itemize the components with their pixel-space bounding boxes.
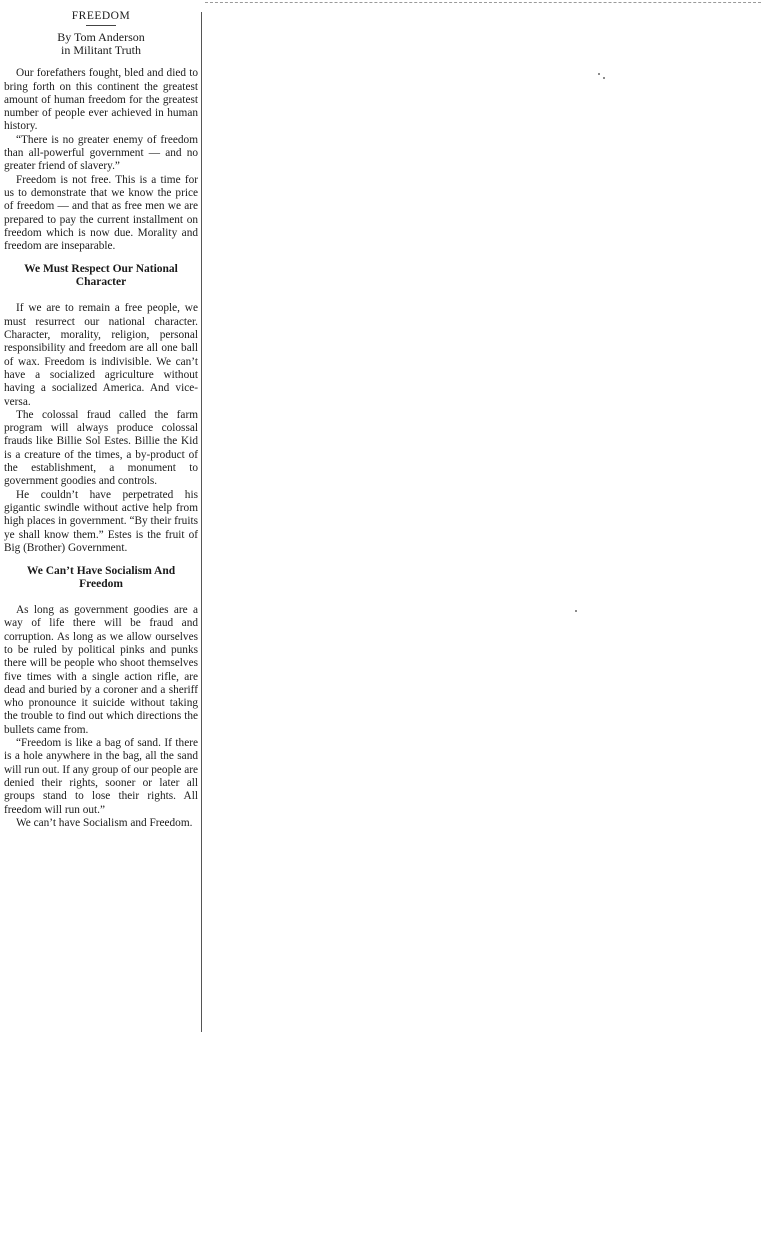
paragraph: We can’t have Socialism and Freedom. <box>16 816 193 829</box>
title-rule <box>86 25 116 26</box>
section-heading: We Must Respect Our National Character <box>24 263 178 289</box>
scan-speck <box>603 77 605 79</box>
byline <box>4 31 198 57</box>
paragraph: If we are to remain a free people, we must resurrect our national character. Character, morality, religion, personal responsibility and freedom are all one ball of wax. Freedom is indivisible. We can’t have a socialized agriculture without having a socialized America. And vice-versa. <box>4 302 198 408</box>
byline-author: By Tom Anderson <box>57 30 145 45</box>
section-national-character <box>4 263 198 555</box>
column-rule <box>201 12 202 1032</box>
paragraph: “Freedom is like a bag of sand. If there is a hole anywhere in the bag, all the sand will run out. If any group of our people are denied their rights, sooner or later all groups stand to lose their rights. All freedom will run out.” <box>4 737 198 816</box>
byline-source: in Militant Truth <box>60 43 142 58</box>
section-socialism-freedom <box>4 565 198 830</box>
paragraph: He couldn’t have perpetrated his gigantic swindle without active help from high places in government. “By their fruits ye shall know them.” Estes is the fruit of Big (Brother) Government. <box>4 488 198 554</box>
paragraph: The colossal fraud called the farm program will always produce colossal frauds like Billie Sol Estes. Billie the Kid is a creature of the times, a by-product of the establishment, a monument to government goodies and controls. <box>4 408 198 488</box>
scan-speck <box>598 73 600 75</box>
section-heading: We Can’t Have Socialism And Freedom <box>26 565 176 591</box>
paragraph: “There is no greater enemy of freedom than all-powerful government — and no greater friend of slavery.” <box>4 133 198 173</box>
paragraph: As long as government goodies are a way of life there will be fraud and corruption. As long as we allow ourselves to be ruled by political pinks and punks there will be people who shoot themselves five times with a single action rifle, are dead and buried by a coroner and a sheriff who pronounce it suicide without taking the trouble to find out which directions the bullets came from. <box>4 604 198 736</box>
scan-speck <box>575 610 577 612</box>
section-intro <box>4 67 198 253</box>
paragraph: Our forefathers fought, bled and died to bring forth on this continent the greatest amount of human freedom for the greatest number of people ever achieved in human history. <box>4 67 198 133</box>
top-dotted-border <box>205 2 761 3</box>
article-title: FREEDOM <box>71 10 131 22</box>
paragraph: Freedom is not free. This is a time for us to demonstrate that we know the price of freedom — and that as free men we are prepared to pay the current installment on freedom which is now due. Morality and freedom are inseparable. <box>4 173 198 253</box>
article-column <box>4 10 198 830</box>
